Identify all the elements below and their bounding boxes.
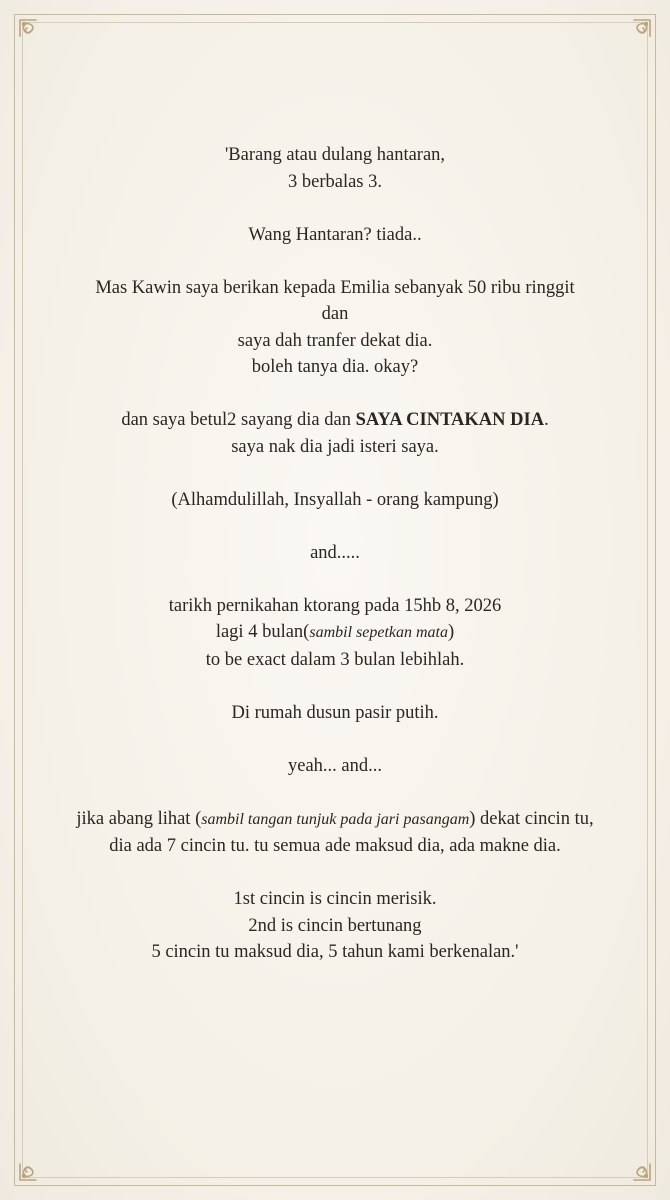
paragraph — [40, 886, 630, 966]
text-line: 3 berbalas 3. — [287, 171, 382, 192]
text-segment: lagi 4 bulan( — [215, 622, 310, 642]
italic-aside: sambil sepetkan mata — [309, 624, 448, 641]
fleur-corner-icon — [616, 1146, 654, 1184]
text-line: to be exact dalam 3 bulan lebihlah. — [205, 649, 465, 670]
letter-body — [40, 142, 630, 992]
paragraph — [40, 700, 630, 727]
emphasis-text: SAYA CINTAKAN DIA — [355, 410, 545, 430]
paragraph — [40, 487, 630, 514]
fleur-corner-icon — [16, 1146, 54, 1184]
text-line: (Alhamdulillah, Insyallah - orang kampung) — [171, 489, 499, 510]
paragraph — [40, 222, 630, 249]
paragraph — [40, 142, 630, 195]
paragraph — [40, 806, 630, 860]
text-segment: ) dekat cincin tu, — [469, 808, 594, 829]
fleur-corner-icon — [616, 16, 654, 54]
paragraph — [40, 275, 630, 381]
text-line: dia ada 7 cincin tu. tu semua ade maksud dia, ada makne dia. — [109, 836, 561, 856]
text-segment: jika abang lihat ( — [76, 808, 202, 829]
text-line: 2nd is cincin bertunang — [248, 915, 422, 936]
text-line — [40, 806, 630, 834]
text-segment: ) — [448, 622, 455, 642]
text-line: boleh tanya dia. okay? — [251, 357, 419, 377]
text-line — [40, 407, 630, 434]
text-line: Di rumah dusun pasir putih. — [231, 702, 439, 723]
text-line: and..... — [310, 542, 360, 563]
paragraph — [40, 753, 630, 780]
text-line: dan — [321, 304, 349, 324]
text-line: tarikh pernikahan ktorang pada 15hb 8, 2026 — [168, 595, 502, 616]
text-line: saya nak dia jadi isteri saya. — [231, 436, 439, 457]
text-line: Wang Hantaran? tiada.. — [248, 224, 422, 245]
text-line: saya dah tranfer dekat dia. — [237, 330, 433, 351]
paragraph — [40, 593, 630, 674]
text-line: Mas Kawin saya berikan kepada Emilia sebanyak 50 ribu ringgit — [95, 277, 575, 298]
text-line — [40, 619, 630, 647]
paragraph — [40, 540, 630, 567]
text-segment: dan saya betul2 sayang dia dan — [121, 410, 356, 430]
text-line: yeah... and... — [287, 755, 382, 776]
text-line: 'Barang atau dulang hantaran, — [224, 145, 446, 165]
italic-aside: sambil tangan tunjuk pada jari pasangam — [201, 810, 470, 828]
text-line: 5 cincin tu maksud dia, 5 tahun kami berkenalan.' — [151, 942, 519, 962]
text-segment: . — [544, 410, 549, 430]
paragraph — [40, 407, 630, 460]
fleur-corner-icon — [16, 16, 54, 54]
text-line: 1st cincin is cincin merisik. — [233, 889, 437, 909]
